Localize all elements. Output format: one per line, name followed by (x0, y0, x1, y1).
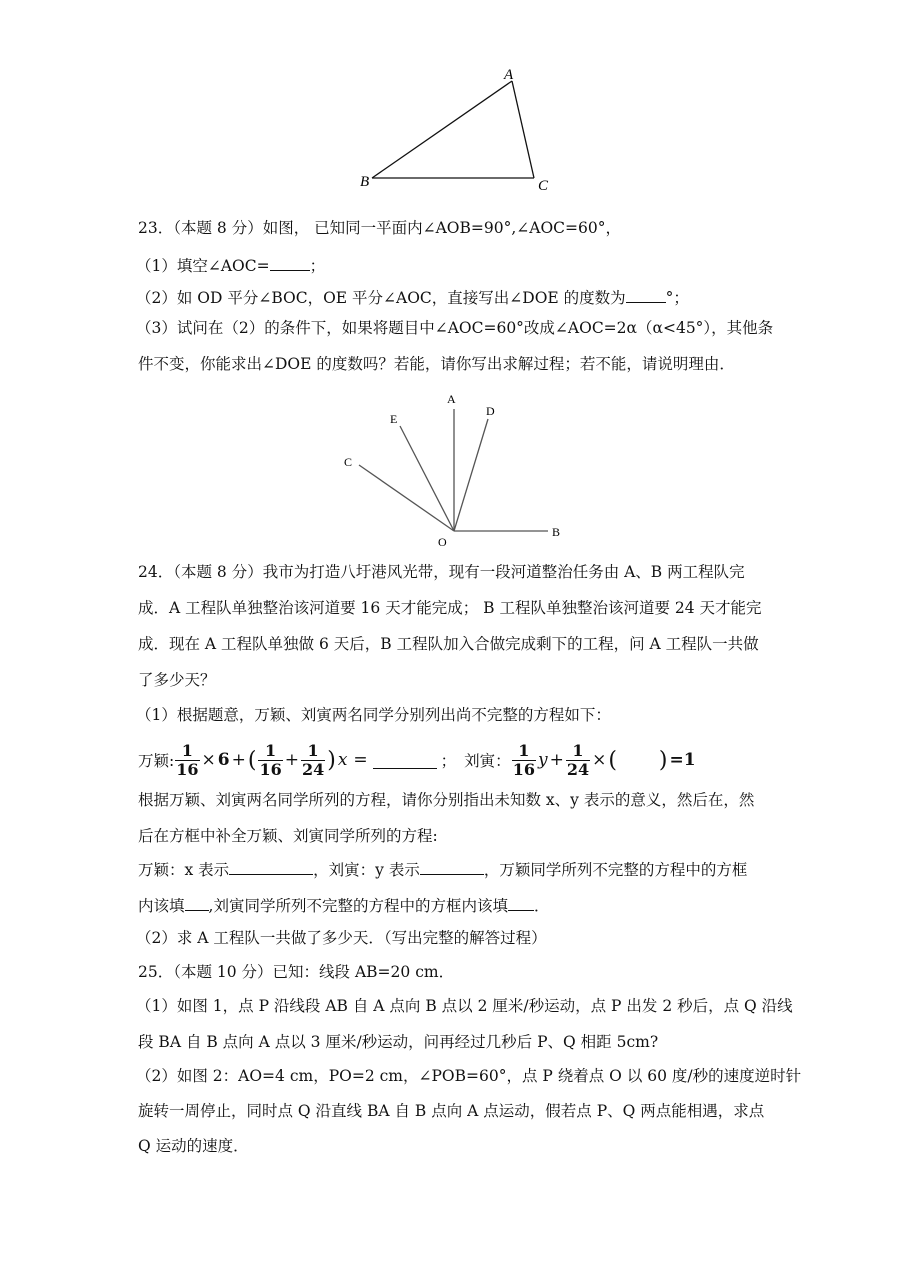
answer-blank[interactable] (420, 858, 484, 875)
label-c: C (344, 455, 353, 469)
answer-blank[interactable] (185, 894, 209, 911)
q23-part3-line1: （3）试问在（2）的条件下，如果将题目中∠AOC=60°改成∠AOC=2α（α<45°），其他条 (136, 319, 774, 337)
q23-part3-line2: 件不变，你能求出∠DOE 的度数吗？若能，请你写出求解过程；若不能，请说明理由． (138, 355, 735, 373)
q23-part2 (136, 286, 689, 308)
times-sign: × (592, 750, 607, 770)
var-x: x (337, 750, 348, 770)
label-b: B (360, 174, 370, 190)
q23-part1-text: （1）填空∠AOC= (136, 257, 270, 275)
q25-stem: 25．（本题 10 分）已知：线段 AB=20 cm． (138, 963, 455, 981)
q24-line7 (138, 858, 747, 880)
equals-one: =1 (669, 750, 696, 770)
q25-part2-line2: 旋转一周停止，同时点 Q 沿直线 BA 自 B 点向 A 点运动，假若点 P、Q 两点能相遇，求点 (138, 1102, 765, 1120)
side-ac (512, 81, 534, 178)
answer-blank[interactable] (229, 858, 313, 875)
q23-part2-suffix: °； (665, 289, 689, 307)
plus-sign: + (231, 750, 246, 770)
right-paren: ) (327, 747, 336, 773)
q23-part1 (136, 254, 325, 276)
q24-equations (138, 738, 697, 782)
q24-line3: 成．现在 A 工程队单独做 6 天后，B 工程队加入合做完成剩下的工程，问 A 工程队一共做 (138, 635, 759, 653)
plus-sign: + (549, 750, 564, 770)
q24-line5: 根据万颖、刘寅两名同学所列的方程，请你分别指出未知数 x、y 表示的意义，然后在，然 (138, 791, 755, 809)
label-d: D (486, 404, 495, 418)
fraction: $\frac{1}{24}$ (566, 740, 590, 779)
q24-line8-b: ,刘寅同学所列不完整的方程中的方框内该填 (208, 897, 508, 915)
triangle-figure (350, 60, 570, 200)
q23-stem: 23．（本题 8 分）如图， 已知同一平面内∠AOB=90°,∠AOC=60°， (138, 219, 621, 237)
triangle-lines (372, 81, 534, 178)
q24-line8-c: ． (533, 897, 550, 915)
eq-wan-label: 万颖: (138, 752, 175, 770)
label-o: O (438, 535, 447, 549)
eq-number: 6 (217, 750, 230, 770)
q23-part1-suffix: ； (309, 257, 326, 275)
angles-figure (330, 385, 580, 550)
answer-blank[interactable] (508, 894, 534, 911)
left-paren: ( (247, 747, 257, 773)
answer-blank[interactable] (373, 752, 437, 769)
eq-liu-label: 刘寅： (464, 752, 511, 770)
q25-part1-line1: （1）如图 1，点 P 沿线段 AB 自 A 点向 B 点以 2 厘米/秒运动，点 P 出发 2 秒后，点 Q 沿线 (136, 997, 793, 1015)
ray-od (454, 419, 488, 531)
q24-part1: （1）根据题意，万颖、刘寅两名同学分别列出尚不完整的方程如下： (136, 706, 611, 724)
q23-part2-text: （2）如 OD 平分∠BOC，OE 平分∠AOC，直接写出∠DOE 的度数为 (136, 289, 626, 307)
fraction: $\frac{1}{16}$ (512, 740, 535, 779)
side-ab (372, 81, 512, 178)
q24-line2: 成．A 工程队单独整治该河道要 16 天才能完成； B 工程队单独整治该河道要 24 天才能完 (138, 599, 762, 617)
left-paren: ( (608, 747, 617, 773)
q24-line7-a: 万颖：x 表示 (138, 861, 230, 879)
label-b: B (552, 525, 561, 539)
q25-part2-line1: （2）如图 2：AO=4 cm，PO=2 cm，∠POB=60°，点 P 绕着点 O 以 60 度/秒的速度逆时针 (136, 1067, 802, 1085)
q24-line4: 了多少天？ (138, 671, 216, 689)
ray-oc (359, 465, 454, 531)
q24-line8-a: 内该填 (138, 897, 185, 915)
fraction: $\frac{1}{16}$ (176, 740, 199, 779)
label-a: A (504, 67, 514, 83)
q24-line7-c: ，万颖同学所列不完整的方程中的方框 (483, 861, 748, 879)
q24-line6: 后在方框中补全万颖、刘寅同学所列的方程: (138, 827, 438, 845)
q24-line1: 24．（本题 8 分）我市为打造八圩港风光带，现有一段河道整治任务由 A、B 两工程队完 (138, 563, 745, 581)
times-sign: × (201, 750, 216, 770)
var-y: y (537, 750, 548, 770)
fraction: $\frac{1}{16}$ (259, 740, 282, 779)
eq-separator: ； (440, 752, 457, 770)
q25-part1-line2: 段 BA 自 B 点向 A 点以 3 厘米/秒运动，问再经过几秒后 P、Q 相距 5cm? (138, 1033, 659, 1051)
ray-oe (400, 426, 454, 531)
plus-sign: + (284, 750, 299, 770)
answer-blank[interactable] (626, 286, 666, 303)
answer-blank[interactable] (270, 254, 310, 271)
fraction: $\frac{1}{24}$ (301, 740, 325, 779)
q24-part2: （2）求 A 工程队一共做了多少天．（写出完整的解答过程） (136, 929, 547, 947)
q24-line7-b: ，刘寅：y 表示 (313, 861, 420, 879)
right-paren: ) (658, 747, 668, 773)
equals-sign: = (353, 750, 368, 770)
answer-box[interactable] (618, 749, 658, 771)
q25-part2-line3: Q 运动的速度． (138, 1137, 249, 1155)
label-e: E (390, 412, 398, 426)
label-c: C (538, 178, 549, 194)
label-a: A (447, 392, 456, 406)
q24-line8 (138, 894, 549, 916)
